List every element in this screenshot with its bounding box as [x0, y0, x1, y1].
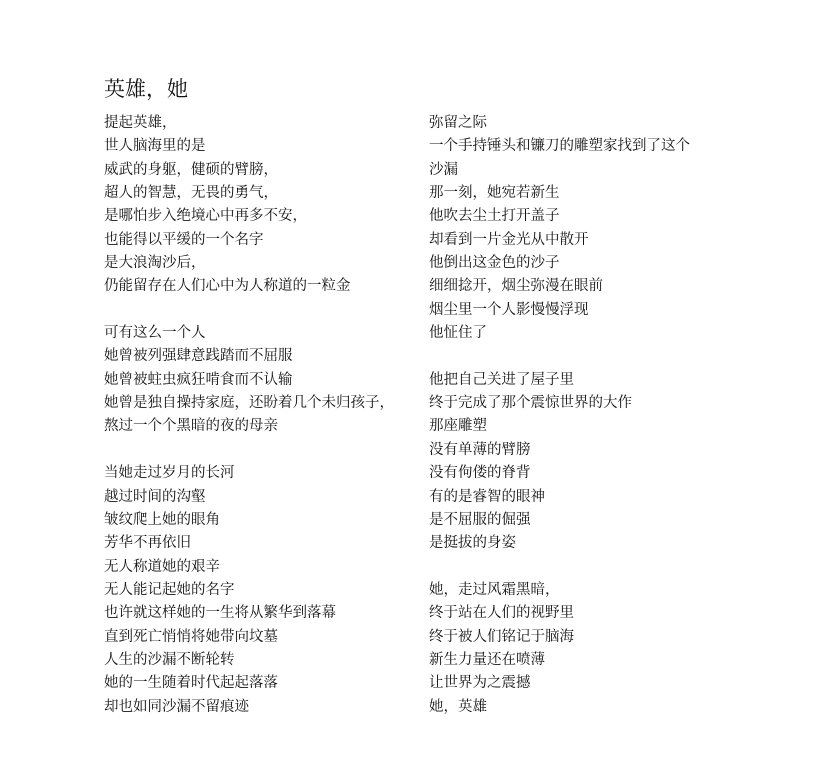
poem-line: 无人能记起她的名字 — [104, 581, 235, 598]
poem-line: 越过时间的沟壑 — [104, 488, 206, 505]
poem-line: 那座雕塑 — [429, 418, 487, 435]
poem-line: 却也如同沙漏不留痕迹 — [104, 698, 249, 715]
poem-line: 是不屈服的倔强 — [429, 511, 531, 528]
poem-line: 是挺拔的身姿 — [429, 535, 516, 552]
poem-line: 烟尘里一个人影慢慢浮现 — [429, 301, 589, 318]
poem-line: 终于完成了那个震惊世界的大作 — [429, 395, 632, 412]
stanza-break — [429, 345, 829, 368]
poem-line: 熬过一个个黑暗的夜的母亲 — [104, 418, 278, 435]
poem-line: 世人脑海里的是 — [104, 138, 206, 155]
poem-line: 没有佝偻的脊背 — [429, 465, 531, 482]
poem-line: 芳华不再依旧 — [104, 535, 191, 552]
poem-line: 提起英雄， — [104, 115, 177, 131]
poem-line: 人生的沙漏不断轮转 — [104, 651, 235, 668]
poem-line: 他吹去尘土打开盖子 — [429, 208, 560, 225]
poem-line: 也能得以平缓的一个名字 — [104, 231, 264, 248]
poem-line: 仍能留存在人们心中为人称道的一粒金 — [104, 278, 351, 295]
poem-line: 她，英雄 — [429, 698, 487, 715]
poem-line: 终于被人们铭记于脑海 — [429, 628, 574, 645]
poem-line: 她曾是独自操持家庭，还盼着几个未归孩子， — [104, 395, 394, 412]
poem-line: 是大浪淘沙后， — [104, 255, 206, 272]
poem-line: 她曾被列强肆意践踏而不屈服 — [104, 348, 293, 365]
poem-column-left — [104, 112, 419, 719]
poem-line: 她的一生随着时代起起落落 — [104, 675, 278, 692]
poem-line: 皱纹爬上她的眼角 — [104, 511, 220, 528]
poem-line: 沙漏 — [429, 161, 458, 178]
poem-line: 终于站在人们的视野里 — [429, 605, 574, 622]
poem-line: 那一刻，她宛若新生 — [429, 185, 560, 202]
poem-line: 威武的身躯，健硕的臂膀， — [104, 161, 278, 178]
poem-line: 当她走过岁月的长河 — [104, 465, 235, 482]
poem-line: 弥留之际 — [429, 115, 487, 131]
poem-line: 却看到一片金光从中散开 — [429, 231, 589, 248]
poem-line: 新生力量还在喷薄 — [429, 651, 545, 668]
poem-line: 直到死亡悄悄将她带向坟墓 — [104, 628, 278, 645]
poem-line: 超人的智慧，无畏的勇气， — [104, 185, 278, 202]
poem-line: 细细捻开，烟尘弥漫在眼前 — [429, 278, 603, 295]
poem-line: 她曾被蛀虫疯狂啃食而不认输 — [104, 371, 293, 388]
stanza-break — [429, 556, 829, 579]
poem-line: 一个手持锤头和镰刀的雕塑家找到了这个 — [429, 138, 690, 155]
poem-line: 他把自己关进了屋子里 — [429, 371, 574, 388]
poem-line: 他倒出这金色的沙子 — [429, 255, 560, 272]
poem-line: 他怔住了 — [429, 325, 487, 342]
poem-line: 也许就这样她的一生将从繁华到落幕 — [104, 605, 336, 622]
poem-line: 有的是睿智的眼神 — [429, 488, 545, 505]
poem-line: 是哪怕步入绝境心中再多不安， — [104, 208, 307, 225]
poem-line: 没有单薄的臂膀 — [429, 441, 531, 458]
poem-column-right — [429, 112, 829, 719]
stanza-break — [104, 299, 419, 322]
poem-line: 让世界为之震撼 — [429, 675, 531, 692]
poem-line: 无人称道她的艰辛 — [104, 558, 220, 575]
poem-line: 她，走过风霜黑暗， — [429, 581, 560, 598]
stanza-break — [104, 439, 419, 462]
poem-line: 可有这么一个人 — [104, 325, 206, 342]
poem-title: 英雄，她 — [104, 77, 188, 101]
